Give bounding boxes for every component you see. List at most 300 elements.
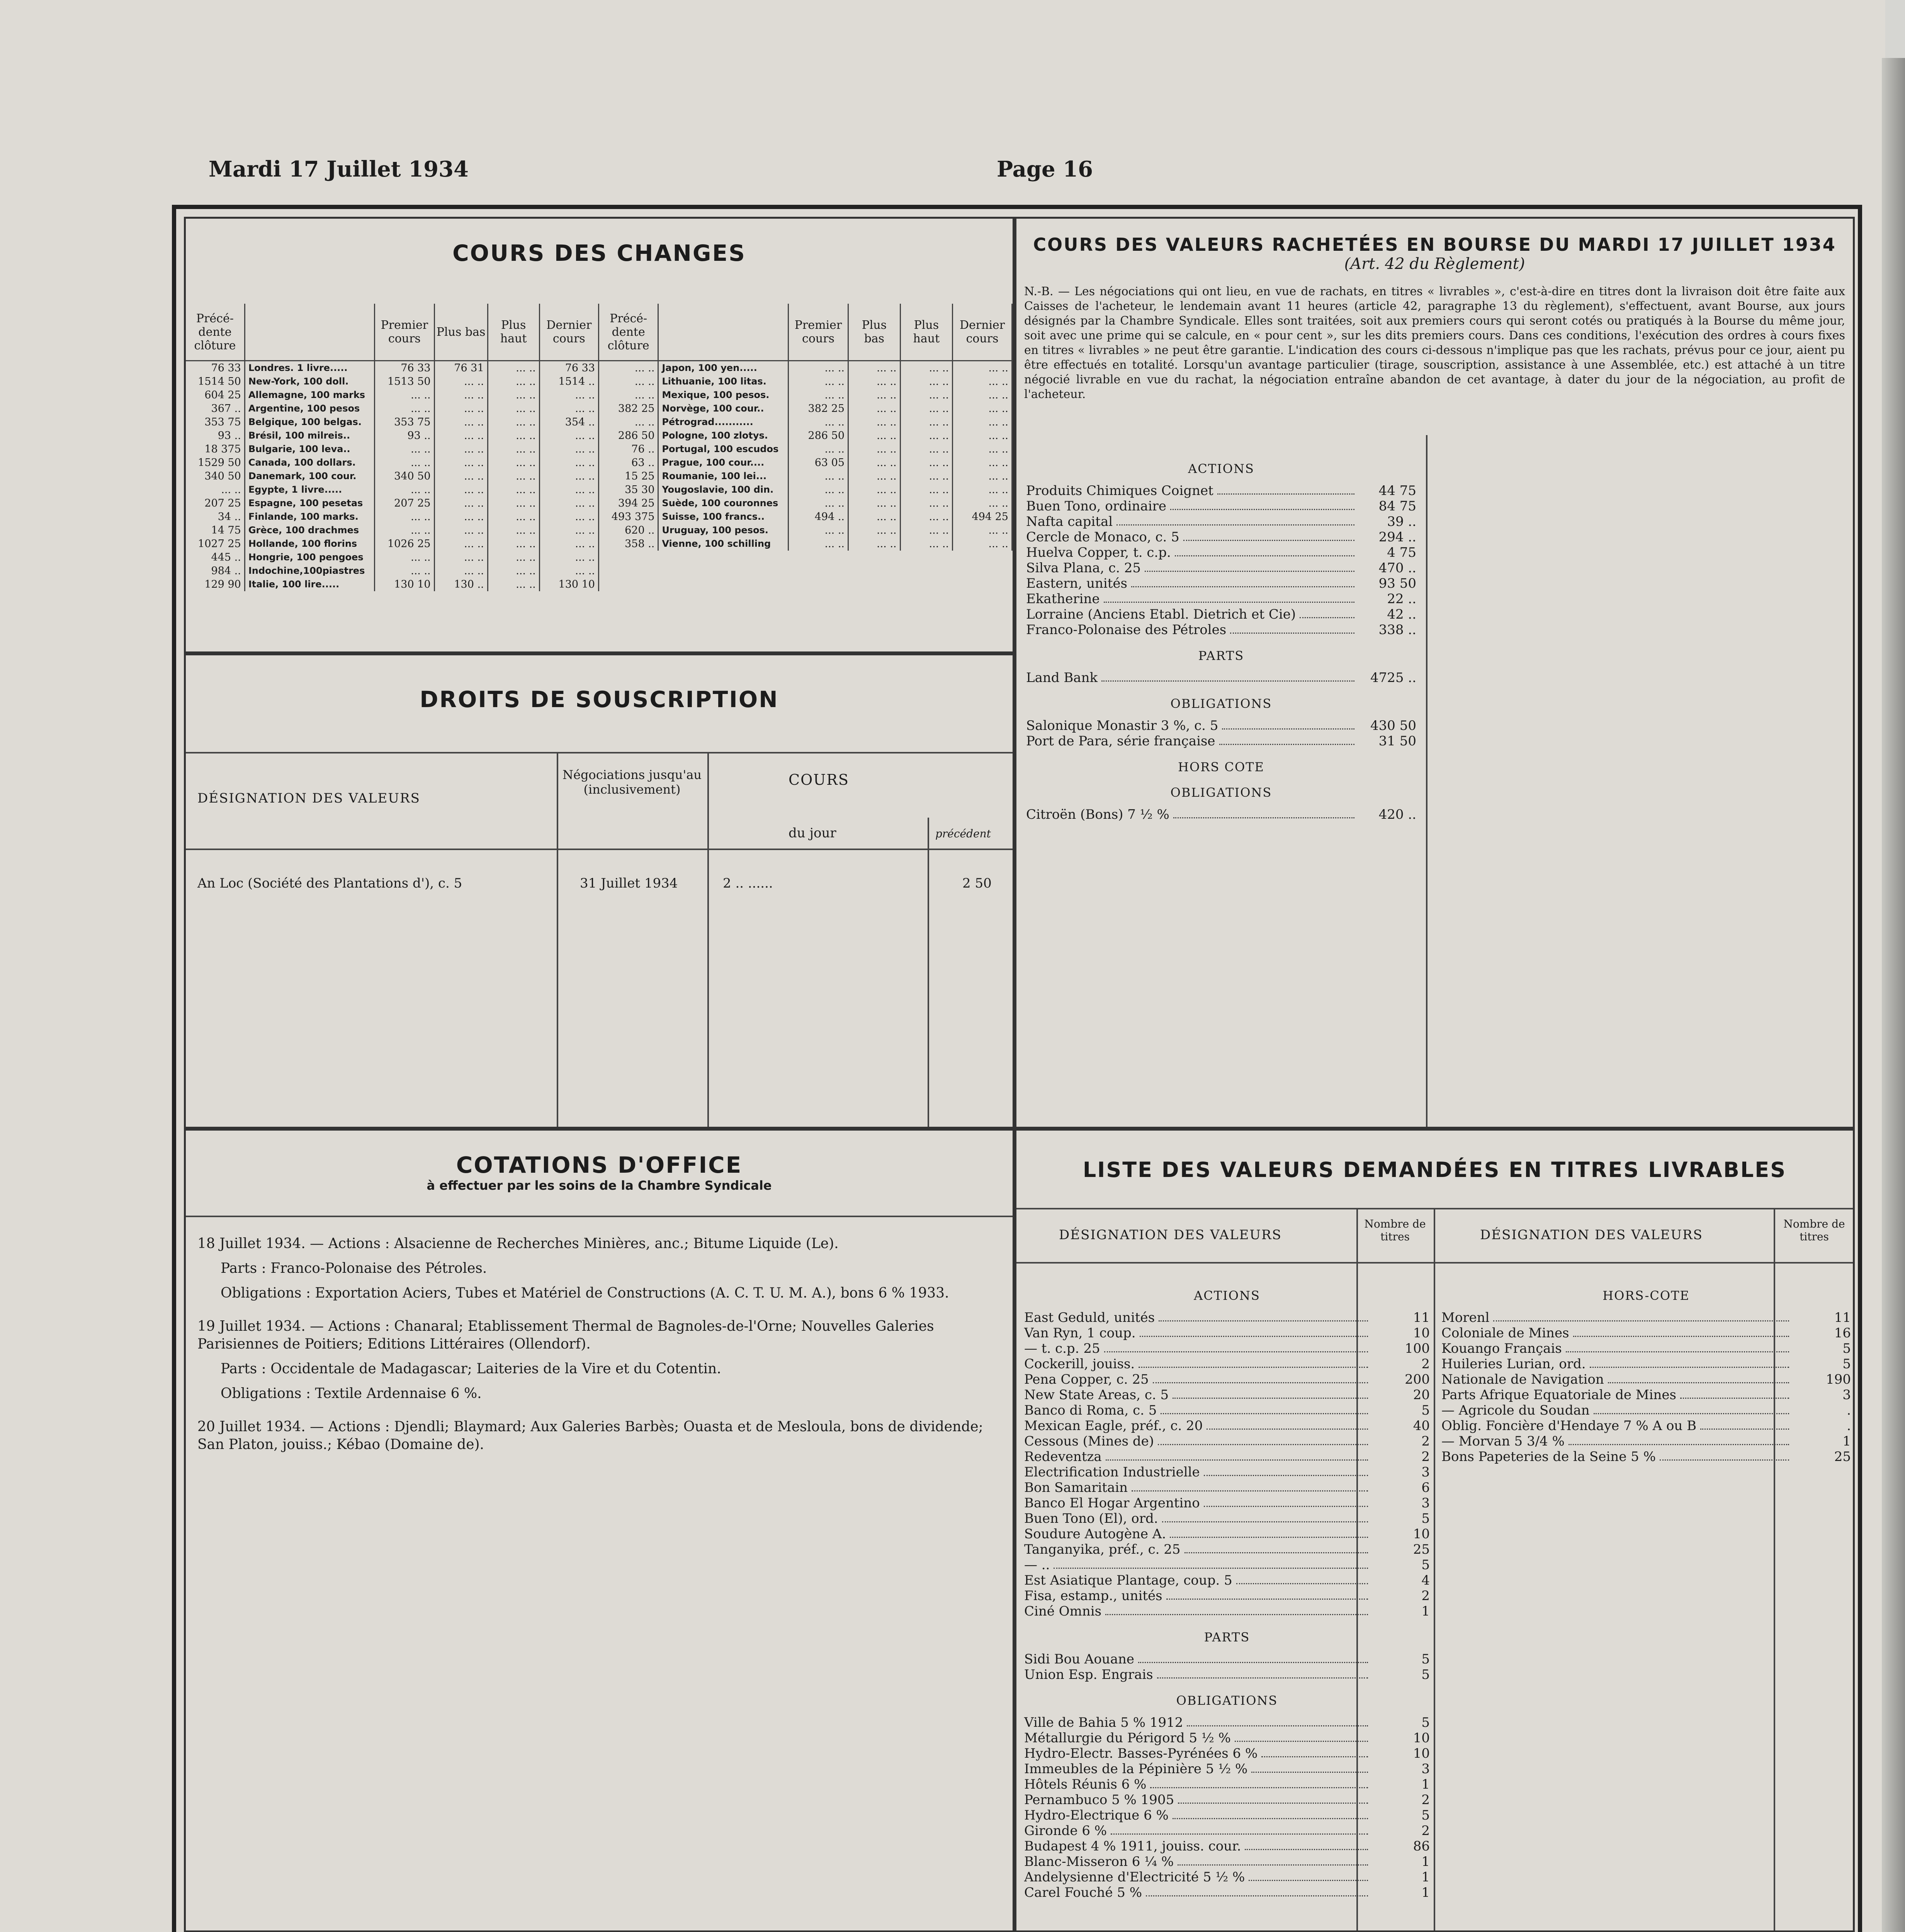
- table-cell: ... ..: [434, 388, 488, 402]
- table-cell: ... ..: [434, 537, 488, 551]
- dot-leader: [1219, 733, 1354, 745]
- table-cell: ... ..: [375, 510, 434, 524]
- rachetees-row: [1026, 718, 1416, 733]
- rachetees-row-value: 470 ..: [1378, 560, 1416, 576]
- table-cell: 130 ..: [434, 578, 488, 591]
- livrables-row-label: Carel Fouché 5 %: [1024, 1885, 1142, 1900]
- livrables-row-label: Est Asiatique Plantage, coup. 5: [1024, 1573, 1232, 1588]
- rachetees-title: COURS DES VALEURS RACHETÉES EN BOURSE DU MARDI 17 JUILLET 1934: [1033, 234, 1836, 255]
- table-cell: ... ..: [900, 388, 952, 402]
- livrables-row: [1441, 1403, 1851, 1418]
- table-cell: Canada, 100 dollars.: [245, 456, 374, 469]
- table-cell: 358 ..: [599, 537, 658, 551]
- table-cell: Pologne, 100 zlotys.: [658, 429, 789, 442]
- table-cell: 286 50: [599, 429, 658, 442]
- dot-leader: [1104, 1341, 1368, 1352]
- actions-label: ACTIONS: [1188, 461, 1254, 476]
- table-cell: 76 33: [375, 361, 434, 375]
- table-cell: 63 ..: [599, 456, 658, 469]
- col-negociations: Négociations jusqu'au (inclusivement): [562, 767, 702, 797]
- table-cell: ... ..: [488, 524, 539, 537]
- rachetees-row: [1026, 670, 1416, 685]
- livrables-row-value: 40: [1413, 1418, 1430, 1434]
- table-cell: Danemark, 100 cour.: [245, 469, 374, 483]
- rachetees-row: [1026, 576, 1416, 591]
- col-cours: COURS: [789, 771, 849, 788]
- rachetees-row-value: 93 50: [1378, 576, 1416, 591]
- dot-leader: [1573, 1325, 1789, 1337]
- table-cell: ... ..: [488, 469, 539, 483]
- livrables-row: [1024, 1838, 1430, 1854]
- table-cell: Brésil, 100 milreis..: [245, 429, 374, 442]
- table-cell: ... ..: [953, 537, 1012, 551]
- table-cell: ... ..: [434, 551, 488, 564]
- livrables-row: [1441, 1387, 1851, 1403]
- livrables-row-label: Blanc-Misseron 6 ¼ %: [1024, 1854, 1174, 1869]
- livrables-row: [1024, 1715, 1430, 1730]
- souscription-section: [184, 653, 1015, 1129]
- livrables-row: [1024, 1854, 1430, 1869]
- livrables-row-label: Soudure Autogène A.: [1024, 1526, 1166, 1542]
- livrables-row-value: 1: [1842, 1434, 1851, 1449]
- rachetees-row-label: Franco-Polonaise des Pétroles: [1026, 622, 1227, 638]
- livrables-row-label: Andelysienne d'Electricité 5 ½ %: [1024, 1869, 1245, 1885]
- livrables-row-label: Kouango Français: [1441, 1341, 1562, 1356]
- table-cell: 15 25: [599, 469, 658, 483]
- livrables-row-value: 11: [1834, 1310, 1851, 1325]
- dot-leader: [1145, 560, 1354, 572]
- table-cell: Hongrie, 100 pengoes: [245, 551, 374, 564]
- table-cell: Vienne, 100 schilling: [658, 537, 789, 551]
- table-cell: ... ..: [953, 524, 1012, 537]
- table-cell: ... ..: [953, 483, 1012, 497]
- livrables-row: [1024, 1777, 1430, 1792]
- table-cell: ... ..: [434, 415, 488, 429]
- rachetees-row: [1026, 607, 1416, 622]
- table-cell: ... ..: [789, 375, 848, 388]
- table-cell: ... ..: [953, 375, 1012, 388]
- livrables-row: [1441, 1418, 1851, 1434]
- rachetees-row: [1026, 591, 1416, 607]
- col-first: Premier cours: [375, 304, 434, 361]
- table-cell: 34 ..: [186, 510, 245, 524]
- table-cell: 340 50: [186, 469, 245, 483]
- livrables-row: [1024, 1526, 1430, 1542]
- dot-leader: [1159, 1310, 1368, 1321]
- dot-leader: [1138, 1651, 1368, 1663]
- livrables-row-value: 1: [1421, 1604, 1430, 1619]
- table-cell: Egypte, 1 livre.....: [245, 483, 374, 497]
- table-row: [599, 429, 1012, 442]
- dot-leader: [1139, 1356, 1368, 1368]
- rachetees-row-label: Silva Plana, c. 25: [1026, 560, 1141, 576]
- table-cell: ... ..: [434, 456, 488, 469]
- livrables-row: [1024, 1823, 1430, 1838]
- table-cell: ... ..: [953, 469, 1012, 483]
- table-cell: ... ..: [900, 361, 952, 375]
- table-cell: ... ..: [488, 483, 539, 497]
- livrables-row: [1024, 1542, 1430, 1557]
- table-cell: Lithuanie, 100 litas.: [658, 375, 789, 388]
- livrables-row: [1024, 1434, 1430, 1449]
- table-cell: 1027 25: [186, 537, 245, 551]
- dot-leader: [1245, 1838, 1368, 1850]
- livrables-row: [1441, 1372, 1851, 1387]
- livrables-row-value: 6: [1421, 1480, 1430, 1495]
- table-cell: Bulgarie, 100 leva..: [245, 442, 374, 456]
- table-cell: ... ..: [539, 564, 598, 578]
- table-cell: ... ..: [599, 415, 658, 429]
- rachetees-list: [1026, 451, 1416, 822]
- souscription-name: An Loc (Société des Plantations d'), c. 5: [197, 876, 462, 891]
- table-cell: ... ..: [848, 388, 901, 402]
- cotations-paragraph: 18 Juillet 1934. — Actions : Alsacienne de Recherches Minières, anc.; Bitume Liquide (Le).: [197, 1236, 839, 1252]
- cotations-paragraph: Parts : Occidentale de Madagascar; Laiteries de la Vire et du Cotentin.: [221, 1361, 721, 1377]
- table-cell: Grèce, 100 drachmes: [245, 524, 374, 537]
- livrables-row-value: 1: [1421, 1869, 1430, 1885]
- dot-leader: [1569, 1434, 1789, 1445]
- table-cell: ... ..: [789, 524, 848, 537]
- livrables-row: [1024, 1511, 1430, 1526]
- livrables-row: [1441, 1356, 1851, 1372]
- rachetees-row-value: 84 75: [1378, 498, 1416, 514]
- table-cell: ... ..: [848, 483, 901, 497]
- table-cell: 18 375: [186, 442, 245, 456]
- livrables-row-label: Coloniale de Mines: [1441, 1325, 1569, 1341]
- dot-leader: [1116, 514, 1354, 526]
- table-cell: 14 75: [186, 524, 245, 537]
- table-cell: 207 25: [375, 497, 434, 510]
- dot-leader: [1235, 1730, 1368, 1742]
- table-cell: Belgique, 100 belgas.: [245, 415, 374, 429]
- livrables-row: [1024, 1387, 1430, 1403]
- rachetees-row-value: 294 ..: [1378, 529, 1416, 545]
- livrables-row-value: 3: [1421, 1464, 1430, 1480]
- cotations-paragraph: 19 Juillet 1934. — Actions : Chanaral; Etablissement Thermal de Bagnoles-de-l'Orne; Nouvelles Galeries Parisiennes de Poitiers; Editions Littéraires (Ollendorf).: [197, 1318, 934, 1352]
- table-cell: ... ..: [539, 442, 598, 456]
- table-cell: ... ..: [488, 510, 539, 524]
- livrables-row-value: .: [1847, 1418, 1851, 1434]
- dot-leader: [1158, 1434, 1368, 1445]
- table-cell: ... ..: [848, 361, 901, 375]
- table-cell: ... ..: [900, 456, 952, 469]
- livrables-row-label: Oblig. Foncière d'Hendaye 7 % A ou B: [1441, 1418, 1697, 1434]
- table-cell: ... ..: [900, 375, 952, 388]
- table-cell: ... ..: [375, 524, 434, 537]
- table-cell: ... ..: [539, 537, 598, 551]
- dot-leader: [1146, 1885, 1368, 1896]
- table-cell: ... ..: [953, 361, 1012, 375]
- table-cell: ... ..: [599, 361, 658, 375]
- dot-leader: [1153, 1372, 1368, 1383]
- dot-leader: [1175, 545, 1354, 556]
- livrables-row-label: Parts Afrique Equatoriale de Mines: [1441, 1387, 1676, 1403]
- table-cell: ... ..: [434, 402, 488, 415]
- table-cell: 382 25: [599, 402, 658, 415]
- table-cell: Yougoslavie, 100 din.: [658, 483, 789, 497]
- table-cell: 984 ..: [186, 564, 245, 578]
- table-cell: ... ..: [953, 456, 1012, 469]
- col-nombre-right: Nombre de titres: [1783, 1218, 1845, 1243]
- hors-cote-label: HORS COTE: [1178, 760, 1264, 774]
- table-cell: ... ..: [539, 456, 598, 469]
- table-cell: ... ..: [186, 483, 245, 497]
- dot-leader: [1161, 1403, 1368, 1414]
- livrables-row-label: Buen Tono (El), ord.: [1024, 1511, 1158, 1526]
- rachetees-row-label: Ekatherine: [1026, 591, 1100, 607]
- table-cell: ... ..: [434, 375, 488, 388]
- livrables-row-label: Banco di Roma, c. 5: [1024, 1403, 1157, 1418]
- livrables-row-label: Gironde 6 %: [1024, 1823, 1107, 1838]
- cotations-subtitle: à effectuer par les soins de la Chambre Syndicale: [427, 1178, 772, 1193]
- livrables-row-label: — t. c.p. 25: [1024, 1341, 1100, 1356]
- dot-leader: [1261, 1746, 1368, 1757]
- table-cell: 76 31: [434, 361, 488, 375]
- actions-label: ACTIONS: [1194, 1288, 1260, 1303]
- rachetees-row: [1026, 807, 1416, 822]
- col-designation-left: DÉSIGNATION DES VALEURS: [1059, 1227, 1282, 1243]
- table-cell: ... ..: [789, 388, 848, 402]
- table-row: [599, 469, 1012, 483]
- rachetees-row-value: 39 ..: [1387, 514, 1416, 529]
- dot-leader: [1170, 498, 1354, 510]
- table-cell: ... ..: [953, 442, 1012, 456]
- table-cell: ... ..: [434, 429, 488, 442]
- table-cell: 394 25: [599, 497, 658, 510]
- rachetees-row: [1026, 560, 1416, 576]
- rachetees-row-label: Buen Tono, ordinaire: [1026, 498, 1166, 514]
- table-cell: 1529 50: [186, 456, 245, 469]
- dot-leader: [1132, 1480, 1368, 1492]
- table-cell: Argentine, 100 pesos: [245, 402, 374, 415]
- rachetees-row: [1026, 514, 1416, 529]
- livrables-row-label: Van Ryn, 1 coup.: [1024, 1325, 1136, 1341]
- table-cell: 340 50: [375, 469, 434, 483]
- col-last: Dernier cours: [539, 304, 598, 361]
- table-row: [599, 497, 1012, 510]
- livrables-row-value: 2: [1421, 1588, 1430, 1604]
- souscription-prec: 2 50: [962, 876, 992, 891]
- table-row: [186, 375, 599, 388]
- livrables-row-value: 200: [1405, 1372, 1430, 1387]
- table-cell: ... ..: [789, 537, 848, 551]
- table-cell: ... ..: [789, 361, 848, 375]
- livrables-row-label: Hydro-Electr. Basses-Pyrénées 6 %: [1024, 1746, 1258, 1761]
- livrables-row: [1441, 1325, 1851, 1341]
- livrables-row-label: Tanganyika, préf., c. 25: [1024, 1542, 1181, 1557]
- table-cell: New-York, 100 doll.: [245, 375, 374, 388]
- livrables-row-value: 2: [1421, 1823, 1430, 1838]
- livrables-row-value: 5: [1421, 1557, 1430, 1573]
- cotations-title: COTATIONS D'OFFICE: [456, 1152, 743, 1178]
- table-cell: ... ..: [488, 361, 539, 375]
- table-cell: ... ..: [848, 375, 901, 388]
- livrables-row: [1024, 1341, 1430, 1356]
- table-row: [186, 429, 599, 442]
- dot-leader: [1140, 1325, 1368, 1337]
- table-cell: ... ..: [375, 551, 434, 564]
- livrables-row: [1024, 1746, 1430, 1761]
- livrables-row: [1024, 1730, 1430, 1746]
- table-cell: ... ..: [539, 497, 598, 510]
- table-cell: ... ..: [488, 578, 539, 591]
- table-cell: ... ..: [789, 497, 848, 510]
- page-number: Page 16: [997, 156, 1093, 182]
- rachetees-row-value: 430 50: [1370, 718, 1416, 733]
- table-cell: Italie, 100 lire.....: [245, 578, 374, 591]
- rachetees-row: [1026, 529, 1416, 545]
- table-cell: ... ..: [488, 375, 539, 388]
- dot-leader: [1162, 1511, 1368, 1522]
- dot-leader: [1173, 807, 1354, 818]
- table-cell: ... ..: [848, 537, 901, 551]
- dot-leader: [1680, 1387, 1789, 1399]
- dot-leader: [1594, 1403, 1789, 1414]
- table-cell: Japon, 100 yen.....: [658, 361, 789, 375]
- table-cell: 1514 50: [186, 375, 245, 388]
- table-cell: ... ..: [488, 415, 539, 429]
- table-row: [186, 469, 599, 483]
- livrables-row-value: 5: [1421, 1808, 1430, 1823]
- livrables-row-label: Ciné Omnis: [1024, 1604, 1102, 1619]
- table-cell: 494 25: [953, 510, 1012, 524]
- livrables-row-label: New State Areas, c. 5: [1024, 1387, 1169, 1403]
- livrables-row: [1024, 1808, 1430, 1823]
- livrables-row-label: Pena Copper, c. 25: [1024, 1372, 1149, 1387]
- livrables-row-label: Métallurgie du Périgord 5 ½ %: [1024, 1730, 1231, 1746]
- rachetees-row-label: Port de Para, série française: [1026, 733, 1215, 749]
- table-cell: Suède, 100 couronnes: [658, 497, 789, 510]
- dot-leader: [1493, 1310, 1789, 1321]
- table-cell: ... ..: [539, 551, 598, 564]
- dot-leader: [1178, 1854, 1368, 1866]
- dot-leader: [1105, 1604, 1368, 1615]
- dot-leader: [1166, 1588, 1368, 1600]
- table-cell: Indochine,100piastres: [245, 564, 374, 578]
- rachetees-row-label: Cercle de Monaco, c. 5: [1026, 529, 1179, 545]
- dot-leader: [1106, 1449, 1368, 1461]
- livrables-row-value: .: [1847, 1403, 1851, 1418]
- livrables-row: [1024, 1310, 1430, 1325]
- table-cell: ... ..: [953, 388, 1012, 402]
- livrables-row-value: 10: [1413, 1526, 1430, 1542]
- table-cell: ... ..: [375, 483, 434, 497]
- table-cell: 129 90: [186, 578, 245, 591]
- livrables-row-label: Cockerill, jouiss.: [1024, 1356, 1135, 1372]
- livrables-row-value: 25: [1413, 1542, 1430, 1557]
- table-cell: ... ..: [848, 510, 901, 524]
- livrables-row-value: 10: [1413, 1730, 1430, 1746]
- table-cell: 130 10: [539, 578, 598, 591]
- livrables-row-value: 2: [1421, 1434, 1430, 1449]
- livrables-row-value: 2: [1421, 1356, 1430, 1372]
- page-date: Mardi 17 Juillet 1934: [209, 156, 469, 182]
- rachetees-row: [1026, 498, 1416, 514]
- table-cell: 445 ..: [186, 551, 245, 564]
- souscription-title: DROITS DE SOUSCRIPTION: [420, 686, 779, 713]
- col-high: Plus haut: [488, 304, 539, 361]
- livrables-row: [1024, 1792, 1430, 1808]
- table-cell: Londres. 1 livre.....: [245, 361, 374, 375]
- rachetees-row-value: 4 75: [1387, 545, 1416, 560]
- livrables-row: [1024, 1403, 1430, 1418]
- table-row: [599, 483, 1012, 497]
- dot-leader: [1184, 1542, 1368, 1553]
- table-cell: ... ..: [488, 456, 539, 469]
- changes-table-right: [599, 304, 1013, 551]
- table-cell: 35 30: [599, 483, 658, 497]
- livrables-row-label: Bons Papeteries de la Seine 5 %: [1441, 1449, 1656, 1464]
- livrables-row-label: Cessous (Mines de): [1024, 1434, 1154, 1449]
- livrables-row-value: 10: [1413, 1746, 1430, 1761]
- livrables-row-value: 5: [1842, 1356, 1851, 1372]
- livrables-title: LISTE DES VALEURS DEMANDÉES EN TITRES LIVRABLES: [1083, 1158, 1787, 1182]
- dot-leader: [1236, 1573, 1368, 1584]
- livrables-left-list: [1024, 1277, 1430, 1900]
- livrables-row-value: 3: [1421, 1761, 1430, 1777]
- table-cell: ... ..: [488, 551, 539, 564]
- table-cell: ... ..: [953, 402, 1012, 415]
- livrables-row: [1024, 1480, 1430, 1495]
- table-row: [186, 497, 599, 510]
- cotations-paragraph: Obligations : Exportation Aciers, Tubes et Matériel de Constructions (A. C. T. U. M. A.), bons 6 % 1933.: [221, 1285, 949, 1301]
- cotations-paragraph: Parts : Franco-Polonaise des Pétroles.: [221, 1260, 487, 1276]
- table-cell: ... ..: [375, 442, 434, 456]
- rachetees-subtitle: (Art. 42 du Règlement): [1344, 255, 1525, 273]
- livrables-row-value: 3: [1842, 1387, 1851, 1403]
- rachetees-row-label: Eastern, unités: [1026, 576, 1127, 591]
- table-cell: ... ..: [848, 429, 901, 442]
- livrables-row-label: Hydro-Electrique 6 %: [1024, 1808, 1169, 1823]
- table-cell: 494 ..: [789, 510, 848, 524]
- table-cell: ... ..: [900, 497, 952, 510]
- table-cell: ... ..: [434, 442, 488, 456]
- table-cell: 76 ..: [599, 442, 658, 456]
- table-cell: ... ..: [434, 564, 488, 578]
- livrables-row: [1024, 1449, 1430, 1464]
- hors-cote-label: HORS-COTE: [1603, 1288, 1690, 1303]
- table-row: [186, 442, 599, 456]
- table-row: [186, 415, 599, 429]
- table-cell: Allemagne, 100 marks: [245, 388, 374, 402]
- livrables-row-label: Hôtels Réunis 6 %: [1024, 1777, 1147, 1792]
- table-cell: ... ..: [539, 524, 598, 537]
- table-row: [599, 456, 1012, 469]
- rachetees-row-value: 44 75: [1378, 483, 1416, 498]
- cotations-paragraph: Obligations : Textile Ardennaise 6 %.: [221, 1386, 482, 1401]
- parts-label: PARTS: [1204, 1630, 1250, 1645]
- table-row: [599, 375, 1012, 388]
- rachetees-row-label: Nafta capital: [1026, 514, 1113, 529]
- livrables-row-value: 5: [1421, 1651, 1430, 1667]
- col-prev: Précé-dente clôture: [599, 304, 658, 361]
- livrables-row-label: Sidi Bou Aouane: [1024, 1651, 1134, 1667]
- table-cell: 76 33: [186, 361, 245, 375]
- livrables-row-value: 1: [1421, 1854, 1430, 1869]
- table-cell: ... ..: [848, 497, 901, 510]
- livrables-row-label: Union Esp. Engrais: [1024, 1667, 1153, 1682]
- table-cell: ... ..: [434, 497, 488, 510]
- table-cell: ... ..: [900, 524, 952, 537]
- livrables-row-label: — Agricole du Soudan: [1441, 1403, 1590, 1418]
- livrables-row-value: 2: [1421, 1792, 1430, 1808]
- rachetees-row-value: 22 ..: [1387, 591, 1416, 607]
- table-cell: ... ..: [789, 442, 848, 456]
- col-low: Plus bas: [848, 304, 901, 361]
- table-cell: Espagne, 100 pesetas: [245, 497, 374, 510]
- livrables-row-label: Immeubles de la Pépinière 5 ½ %: [1024, 1761, 1248, 1777]
- table-row: [186, 578, 599, 591]
